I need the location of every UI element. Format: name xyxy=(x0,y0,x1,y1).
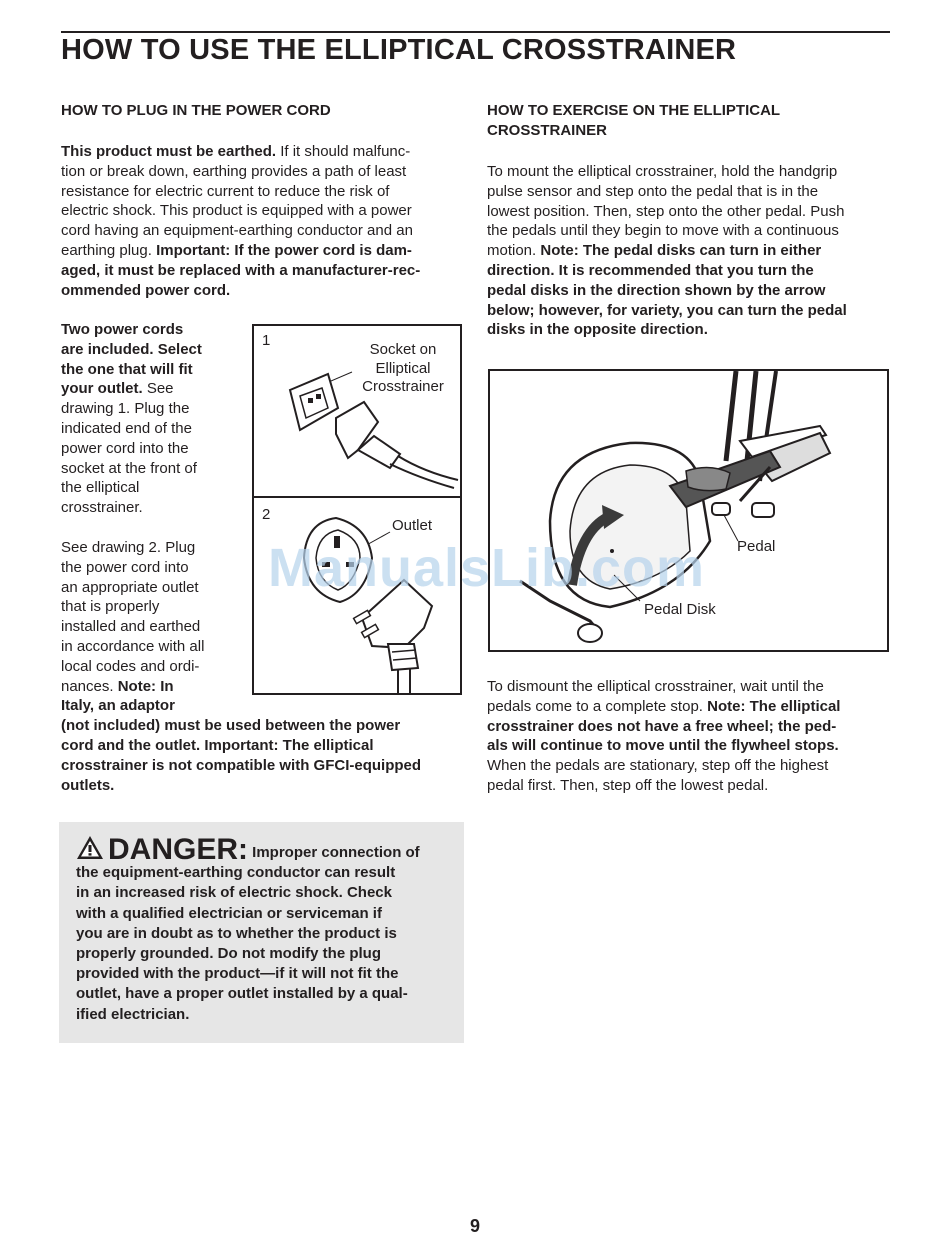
text-run: See drawing 2. Plug xyxy=(61,539,196,556)
dismount-paragraph xyxy=(487,677,897,796)
text-run: crosstrainer. xyxy=(61,499,143,517)
text-run: the power cord into xyxy=(61,558,189,576)
text-run: See xyxy=(142,380,174,398)
outlet-label: Outlet xyxy=(392,517,433,534)
mount-paragraph xyxy=(487,162,897,340)
drawing-2-number: 2 xyxy=(262,506,271,523)
text-run: that is properly xyxy=(61,598,160,616)
text-run: the elliptical xyxy=(61,479,140,497)
text-run: pulse sensor and step onto the pedal that is in the xyxy=(487,182,819,200)
exercise-heading: HOW TO EXERCISE ON THE ELLIPTICAL CROSSTRAINER xyxy=(487,102,781,139)
text-run: the one that will fit xyxy=(61,360,193,378)
text-run: cord having an equipment-earthing conductor and an xyxy=(61,222,413,240)
text-run: installed and earthed xyxy=(61,618,201,636)
text-run: tion or break down, earthing provides a path of least xyxy=(61,162,407,180)
danger-text: DANGER: Improper connection of the equipment-earthing conductor can result in an increased risk of electric shock. Check with a qualified electrician or serviceman if you are in doubt as to whether the product is properly grounded. Do not modify the plug provided with the product—if it will not fit the outlet, have a proper outlet installed by a qual- ified electrician. xyxy=(76,833,420,1023)
text-run: lowest position. Then, step onto the other pedal. Push xyxy=(487,202,845,220)
text-run: the pedals until they begin to move with a continuous xyxy=(487,222,839,240)
title-rule xyxy=(61,31,890,33)
danger-word: DANGER: xyxy=(108,833,248,866)
text-run: socket at the front of xyxy=(61,459,197,477)
elliptical-figure xyxy=(488,369,889,652)
text-run: Two power cords xyxy=(61,321,184,338)
text-run: indicated end of the xyxy=(61,419,192,437)
text-run: ommended power cord. xyxy=(61,281,231,299)
text-run: direction. It is recommended that you turn the xyxy=(487,261,814,279)
danger-box xyxy=(59,822,464,1043)
text-run: als will continue to move until the flywheel stops. xyxy=(487,737,839,755)
text-run: If it should malfunc- xyxy=(276,143,411,160)
text-run: drawing 1. Plug the xyxy=(61,400,190,418)
text-run: in accordance with all xyxy=(61,637,205,655)
text-run: pedals come to a complete stop. xyxy=(487,697,708,715)
power-cords-paragraph xyxy=(61,320,251,518)
text-run: nances. xyxy=(61,677,118,695)
earthing-paragraph xyxy=(61,142,461,300)
text-run: outlets. xyxy=(61,776,115,794)
text-run: Note: In xyxy=(117,677,174,695)
pedal-label: Pedal xyxy=(737,538,776,555)
pedal-disk-label: Pedal Disk xyxy=(644,601,716,618)
page-number: 9 xyxy=(469,1216,480,1236)
power-cord-heading: HOW TO PLUG IN THE POWER CORD xyxy=(61,102,331,119)
text-run: power cord into the xyxy=(61,439,189,457)
text-run: electric shock. This product is equipped with a power xyxy=(61,202,412,220)
text-run: crosstrainer is not compatible with GFCI-equipped xyxy=(61,756,422,774)
text-run: pedal first. Then, step off the lowest pedal. xyxy=(487,776,769,794)
page-title: HOW TO USE THE ELLIPTICAL CROSSTRAINER xyxy=(61,34,737,66)
text-run: To mount the elliptical crosstrainer, hold the handgrip xyxy=(487,163,838,180)
text-run: your outlet. xyxy=(61,380,143,398)
text-run: disks in the opposite direction. xyxy=(487,321,708,339)
text-run: local codes and ordi- xyxy=(61,657,200,675)
text-run: motion. xyxy=(487,242,541,260)
watermark: ManualsLib.com xyxy=(268,538,706,598)
text-run: This product must be earthed. xyxy=(61,143,277,160)
text-run: cord and the outlet. Important: The elliptical xyxy=(61,736,374,754)
text-run: (not included) must be used between the power xyxy=(61,717,401,735)
text-run: Note: The elliptical xyxy=(707,697,841,715)
text-run: Important: If the power cord is dam- xyxy=(156,241,412,259)
drawing-1-number: 1 xyxy=(262,332,271,349)
text-run: aged, it must be replaced with a manufacturer-rec- xyxy=(61,261,421,279)
text-run: below; however, for variety, you can turn the pedal xyxy=(487,301,847,319)
text-run: resistance for electric current to reduce the risk of xyxy=(61,182,390,200)
text-run: crosstrainer does not have a free wheel; the ped- xyxy=(487,717,837,735)
text-run: To dismount the elliptical crosstrainer, wait until the xyxy=(487,678,824,695)
socket-label: Socket on Elliptical Crosstrainer xyxy=(362,341,444,395)
drawing-1 xyxy=(252,324,462,498)
warning-triangle-icon xyxy=(76,835,104,860)
socket-cord-illustration xyxy=(254,326,460,496)
text-run: Note: The pedal disks can turn in either xyxy=(540,242,822,260)
text-run: are included. Select xyxy=(61,340,202,358)
text-run: pedal disks in the direction shown by the arrow xyxy=(487,281,826,299)
text-run: an appropriate outlet xyxy=(61,578,199,596)
text-run: When the pedals are stationary, step off the highest xyxy=(487,757,829,775)
text-run: Italy, an adaptor xyxy=(61,697,175,715)
text-run: earthing plug. xyxy=(61,241,157,259)
